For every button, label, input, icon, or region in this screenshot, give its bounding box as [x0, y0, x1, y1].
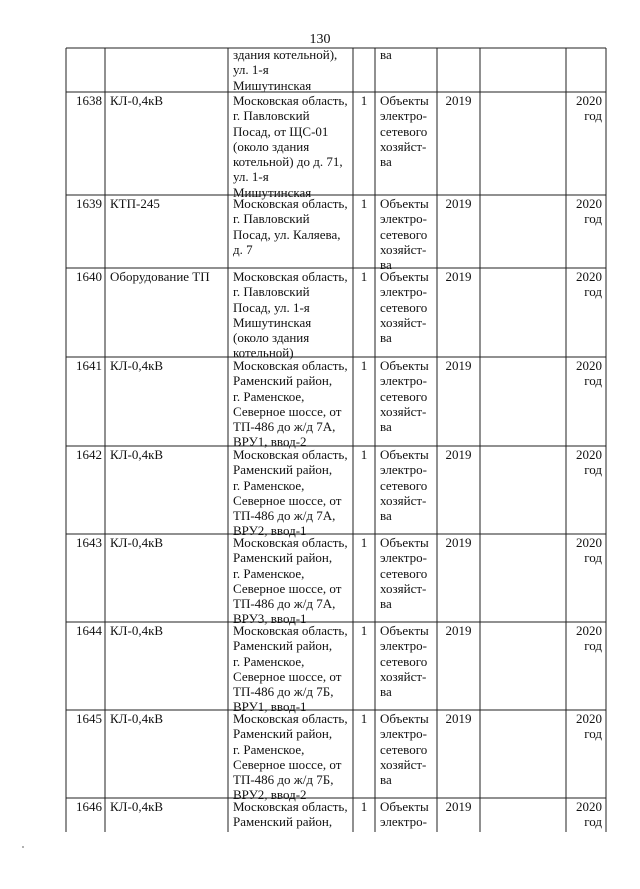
row-year: 2019: [445, 535, 472, 550]
row-address: Московская область, Раменский район, г. Раменское, Северное шоссе, от ТП-486 до ж/д 7Б, ВРУ2, ввод-2: [233, 711, 348, 803]
row-number: 1645: [76, 711, 102, 726]
row-number: 1640: [76, 269, 102, 284]
row-number: 1643: [76, 535, 102, 550]
row-qty: 1: [360, 623, 368, 638]
row-deadline: 2020 год: [576, 93, 602, 124]
continuation-type: ва: [380, 47, 392, 62]
row-year: 2019: [445, 269, 472, 284]
row-number: 1639: [76, 196, 102, 211]
continuation-address: здания котельной), ул. 1-я Мишутинская: [233, 47, 338, 93]
row-deadline: 2020 год: [576, 196, 602, 227]
row-year: 2019: [445, 799, 472, 814]
row-type: Объекты электро- сетевого хозяйст- ва: [380, 711, 429, 788]
row-year: 2019: [445, 93, 472, 108]
row-address: Московская область, г. Павловский Посад, ул. 1-я Мишутинская (около здания котельной): [233, 269, 348, 361]
row-name: КЛ-0,4кВ: [110, 535, 164, 550]
row-qty: 1: [360, 269, 368, 284]
row-qty: 1: [360, 358, 368, 373]
row-deadline: 2020 год: [576, 358, 602, 389]
row-number: 1638: [76, 93, 102, 108]
row-address: Московская область, г. Павловский Посад, от ЩС-01 (около здания котельной) до д. 71, ул. 1-я Мишутинская: [233, 93, 348, 200]
row-qty: 1: [360, 711, 368, 726]
row-type: Объекты электро- сетевого хозяйст- ва: [380, 196, 429, 273]
row-qty: 1: [360, 447, 368, 462]
row-name: КЛ-0,4кВ: [110, 447, 164, 462]
row-address: Московская область, Раменский район,: [233, 799, 348, 830]
page-number: 130: [309, 32, 331, 47]
row-deadline: 2020 год: [576, 623, 602, 654]
row-qty: 1: [360, 196, 368, 211]
row-address: Московская область, Раменский район, г. Раменское, Северное шоссе, от ТП-486 до ж/д 7А, ВРУ2, ввод-1: [233, 447, 348, 539]
row-qty: 1: [360, 535, 368, 550]
row-name: КЛ-0,4кВ: [110, 93, 164, 108]
row-qty: 1: [360, 93, 368, 108]
row-type: Объекты электро- сетевого хозяйст- ва: [380, 447, 429, 524]
row-deadline: 2020 год: [576, 535, 602, 566]
row-deadline: 2020 год: [576, 447, 602, 478]
row-name: КЛ-0,4кВ: [110, 623, 164, 638]
row-year: 2019: [445, 447, 472, 462]
row-name: Оборудование ТП: [110, 269, 210, 284]
row-qty: 1: [360, 799, 368, 814]
row-number: 1641: [76, 358, 102, 373]
row-name: КЛ-0,4кВ: [110, 358, 164, 373]
row-number: 1646: [76, 799, 102, 814]
scan-speck: [22, 846, 24, 848]
row-year: 2019: [445, 358, 472, 373]
row-year: 2019: [445, 623, 472, 638]
row-type: Объекты электро-: [380, 799, 429, 830]
row-type: Объекты электро- сетевого хозяйст- ва: [380, 535, 429, 612]
row-name: КТП-245: [110, 196, 160, 211]
row-type: Объекты электро- сетевого хозяйст- ва: [380, 269, 429, 346]
row-name: КЛ-0,4кВ: [110, 711, 164, 726]
row-name: КЛ-0,4кВ: [110, 799, 164, 814]
row-year: 2019: [445, 196, 472, 211]
row-address: Московская область, Раменский район, г. Раменское, Северное шоссе, от ТП-486 до ж/д 7А, ВРУ3, ввод-1: [233, 535, 348, 627]
row-deadline: 2020 год: [576, 799, 602, 830]
row-address: Московская область, г. Павловский Посад, ул. Каляева, д. 7: [233, 196, 348, 257]
row-number: 1644: [76, 623, 102, 638]
row-type: Объекты электро- сетевого хозяйст- ва: [380, 93, 429, 170]
row-deadline: 2020 год: [576, 269, 602, 300]
row-type: Объекты электро- сетевого хозяйст- ва: [380, 358, 429, 435]
row-type: Объекты электро- сетевого хозяйст- ва: [380, 623, 429, 700]
row-number: 1642: [76, 447, 102, 462]
row-address: Московская область, Раменский район, г. Раменское, Северное шоссе, от ТП-486 до ж/д 7Б, ВРУ1, ввод-1: [233, 623, 348, 715]
row-address: Московская область, Раменский район, г. Раменское, Северное шоссе, от ТП-486 до ж/д 7А, ВРУ1, ввод-2: [233, 358, 348, 450]
row-deadline: 2020 год: [576, 711, 602, 742]
row-year: 2019: [445, 711, 472, 726]
